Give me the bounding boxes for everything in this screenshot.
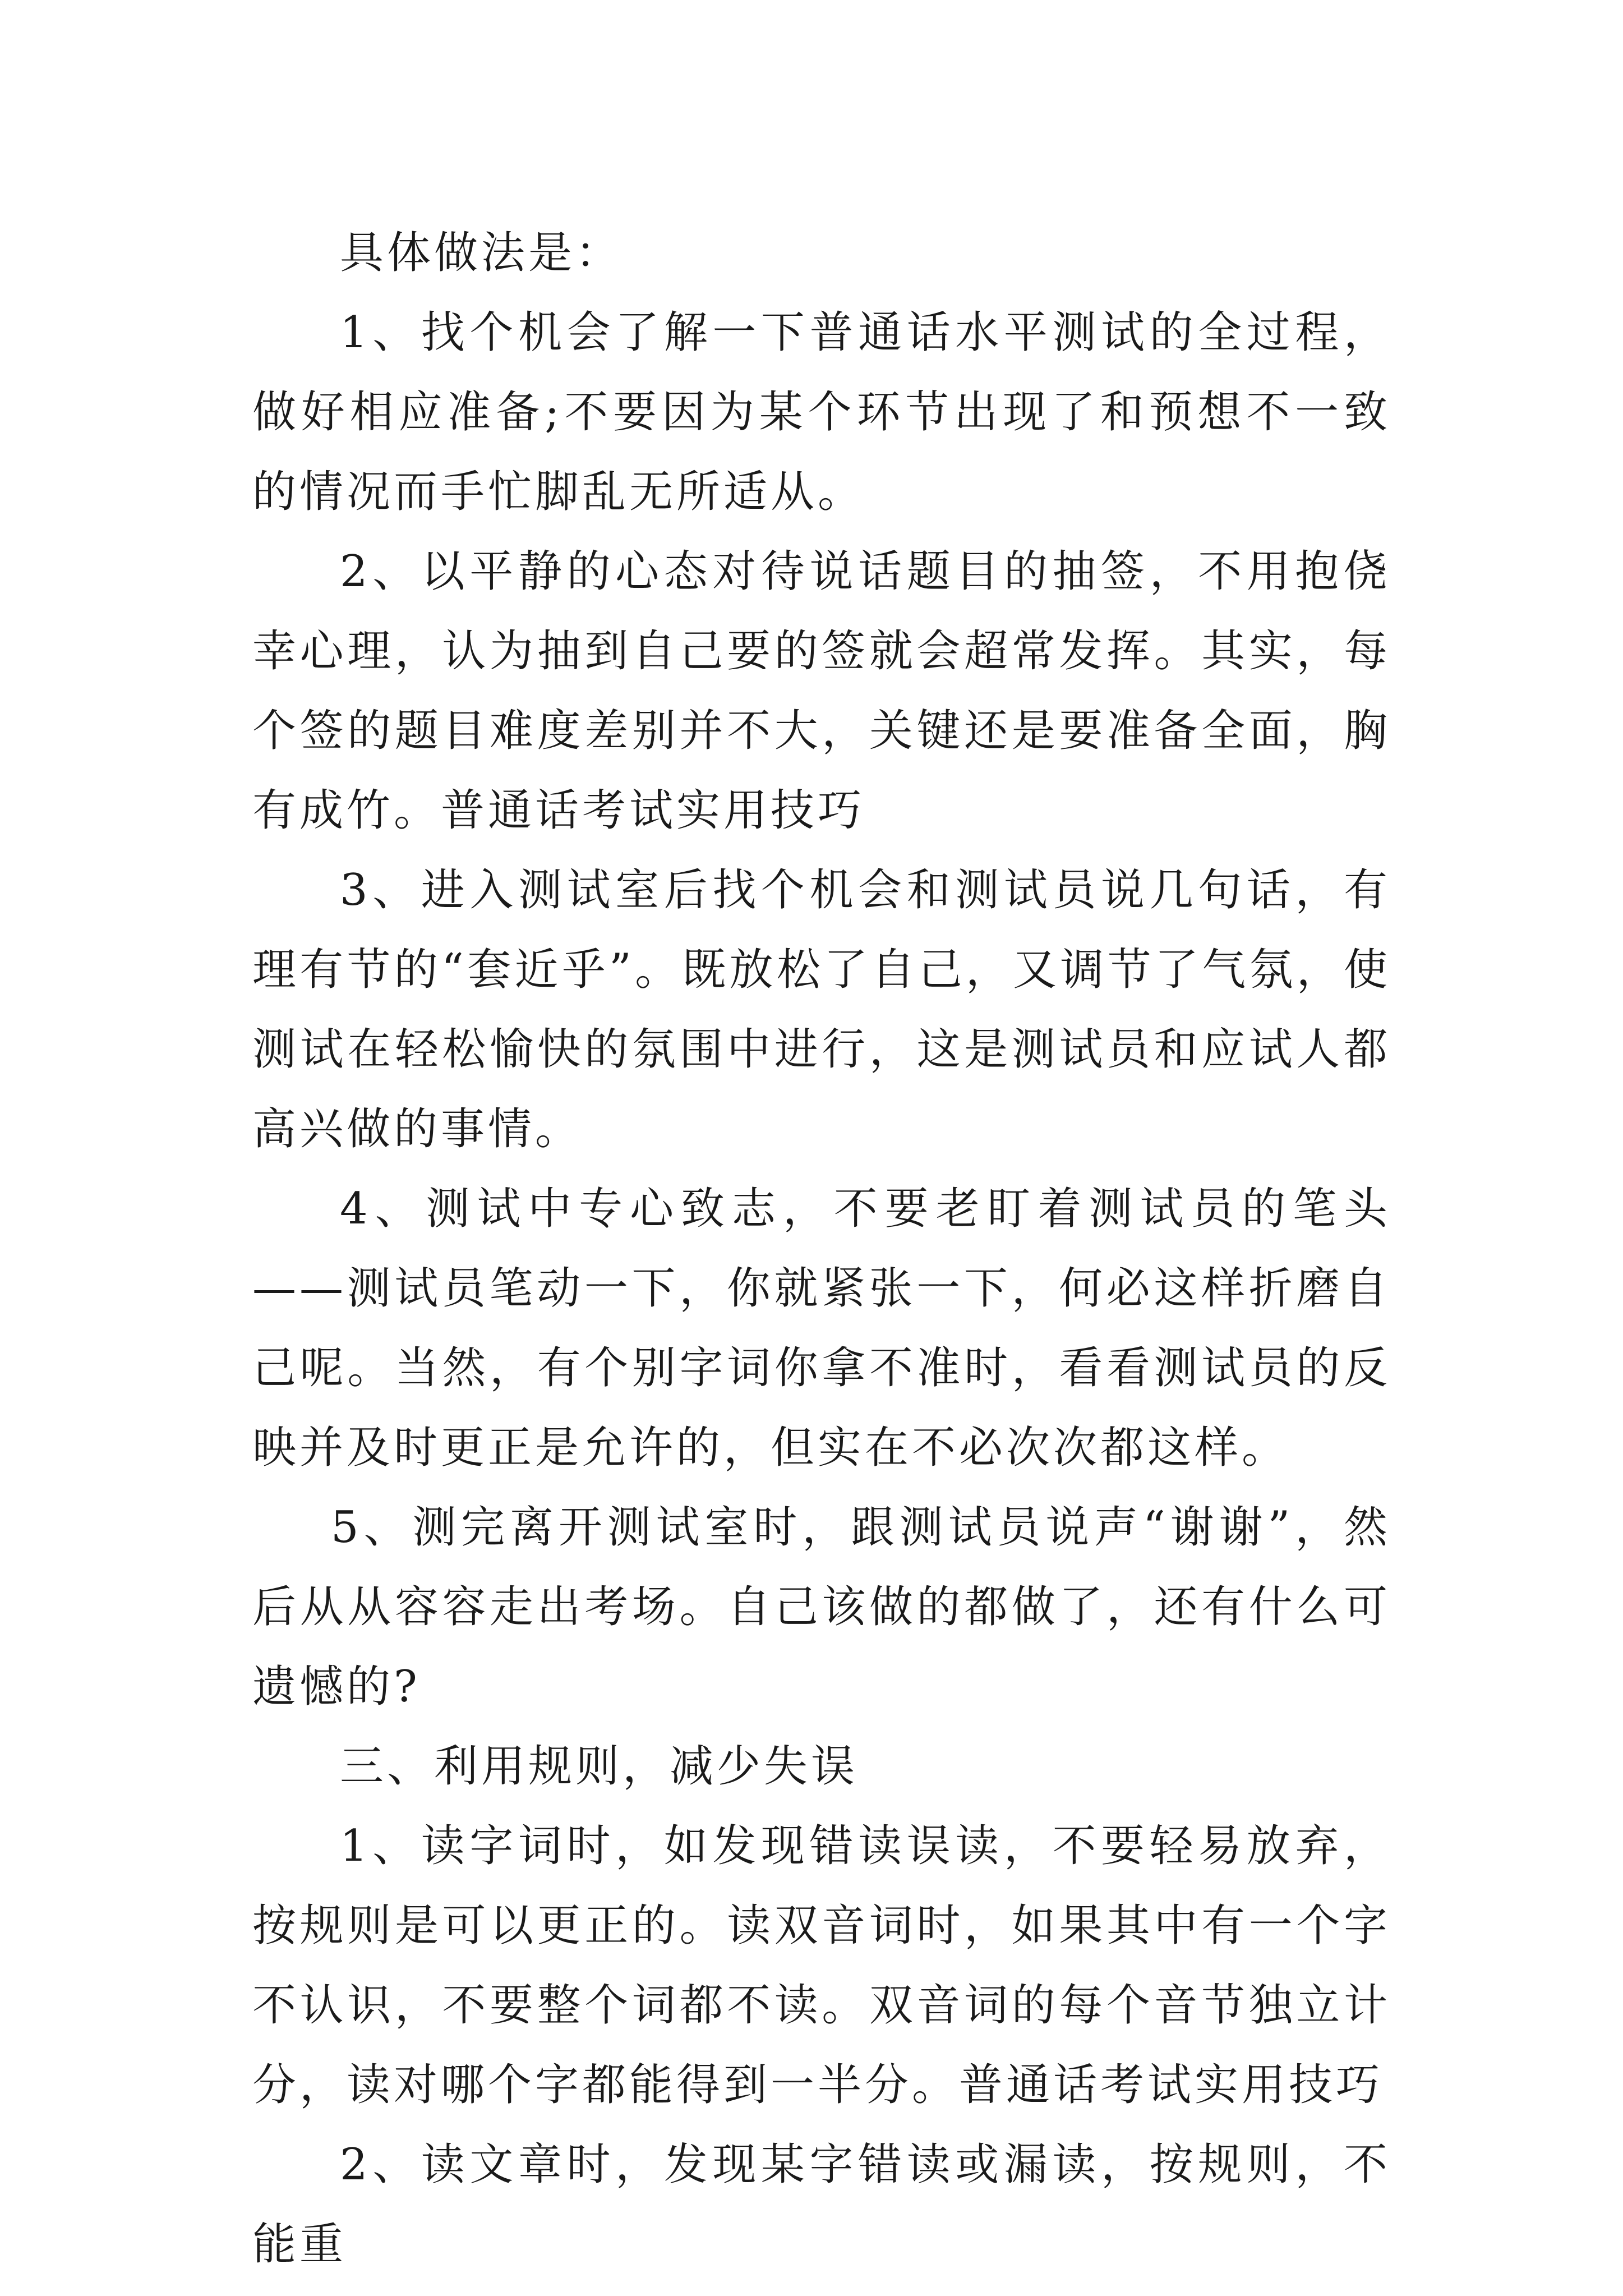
paragraph-step-1: 1、找个机会了解一下普通话水平测试的全过程，做好相应准备;不要因为某个环节出现了和预想不一致的情况而手忙脚乱无所适从。 <box>252 307 1391 517</box>
paragraph-rule-1: 1、读字词时，如发现错读误读，不要轻易放弃，按规则是可以更正的。读双音词时，如果其中有一个字不认识，不要整个词都不读。双音词的每个音节独立计分，读对哪个字都能得到一半分。普通话考试实用技巧 <box>252 1821 1391 2110</box>
paragraph-rule-2: 2、读文章时，发现某字错读或漏读，按规则，不能重 <box>252 2139 1391 2270</box>
section-heading-3: 三、利用规则，减少失误 <box>340 1741 859 1792</box>
paragraph-intro: 具体做法是： <box>340 228 623 278</box>
paragraph-step-5: 5、测完离开测试室时，跟测试员说声“谢谢”，然后从从容容走出考场。自己该做的都做了，还有什么可遗憾的? <box>252 1502 1391 1712</box>
paragraph-step-3: 3、进入测试室后找个机会和测试员说几句话，有理有节的“套近乎”。既放松了自己，又调节了气氛，使测试在轻松愉快的氛围中进行，这是测试员和应试人都高兴做的事情。 <box>252 865 1391 1154</box>
paragraph-step-4: 4、测试中专心致志，不要老盯着测试员的笔头——测试员笔动一下，你就紧张一下，何必这样折磨自己呢。当然，有个别字词你拿不准时，看看测试员的反映并及时更正是允许的，但实在不必次次都这样。 <box>252 1184 1391 1473</box>
paragraph-step-2: 2、以平静的心态对待说话题目的抽签，不用抱侥幸心理，认为抽到自己要的签就会超常发挥。其实，每个签的题目难度差别并不大，关键还是要准备全面，胸有成竹。普通话考试实用技巧 <box>252 546 1391 836</box>
document-body <box>252 213 1391 2284</box>
